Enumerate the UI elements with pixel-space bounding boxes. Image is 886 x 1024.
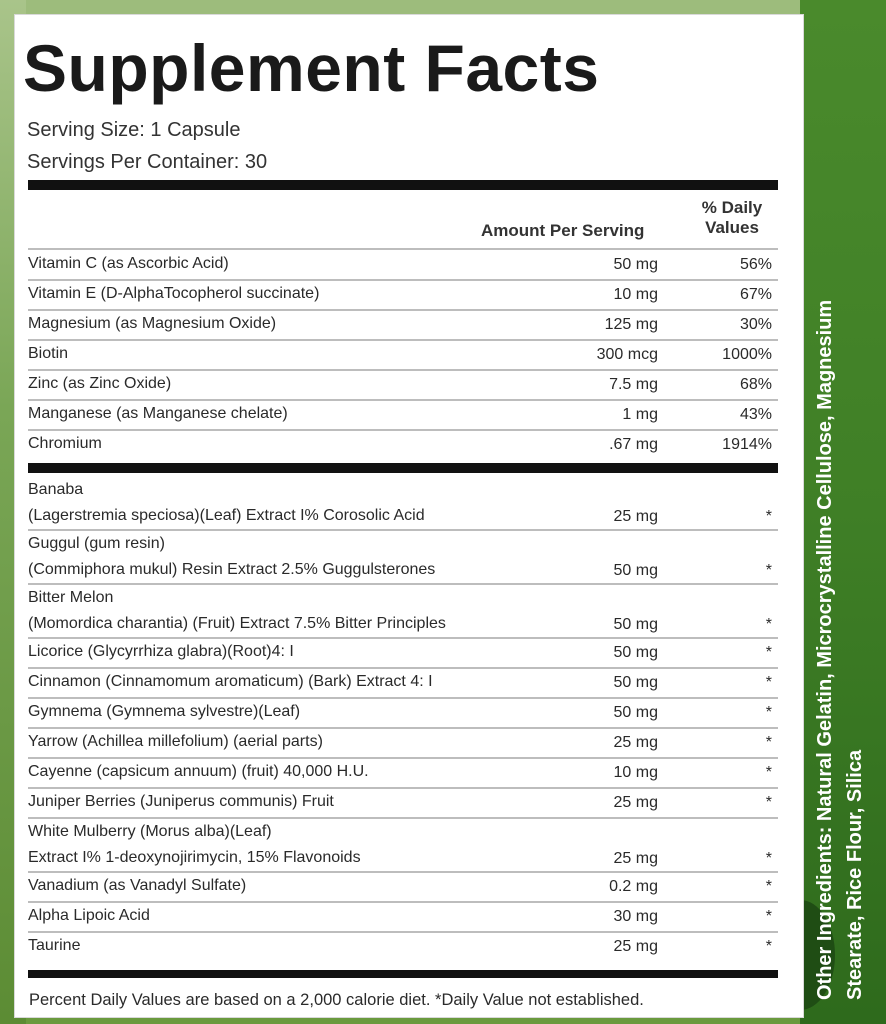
nutrient-row bbox=[28, 937, 778, 959]
nutrient-row bbox=[28, 535, 778, 585]
other-ingredients-line2: Stearate, Rice Flour, Silica bbox=[844, 749, 866, 1000]
nutrient-name: Bitter Melon bbox=[28, 589, 114, 606]
row-divider bbox=[28, 369, 778, 371]
row-divider bbox=[28, 871, 778, 873]
background-top bbox=[0, 0, 886, 14]
nutrient-daily-value: 1914% bbox=[722, 436, 772, 453]
nutrient-name: Yarrow (Achillea millefolium) (aerial parts) bbox=[28, 733, 323, 750]
nutrient-row bbox=[28, 877, 778, 899]
other-ingredients-text1: Natural Gelatin, Microcrystalline Cellulose, Magnesium bbox=[814, 299, 836, 822]
other-ingredients bbox=[810, 100, 870, 1000]
nutrient-daily-value: * bbox=[765, 508, 772, 525]
supplement-facts-panel bbox=[14, 14, 804, 1018]
daily-values-header bbox=[687, 198, 777, 238]
row-divider bbox=[28, 817, 778, 819]
row-divider bbox=[28, 429, 778, 431]
row-divider bbox=[28, 529, 778, 531]
nutrient-row bbox=[28, 481, 778, 531]
other-ingredients-label: Other Ingredients: bbox=[814, 826, 836, 1000]
nutrient-row bbox=[28, 405, 778, 427]
nutrient-daily-value: 67% bbox=[739, 286, 772, 303]
nutrient-row bbox=[28, 285, 778, 307]
nutrient-name-detail: (Commiphora mukul) Resin Extract 2.5% Guggulsterones bbox=[28, 561, 436, 578]
nutrient-amount: 25 mg bbox=[613, 734, 658, 751]
nutrient-amount: 25 mg bbox=[613, 850, 658, 867]
nutrient-daily-value: 68% bbox=[739, 376, 772, 393]
nutrient-amount: 10 mg bbox=[613, 764, 658, 781]
nutrient-name: White Mulberry (Morus alba)(Leaf) bbox=[28, 823, 272, 840]
nutrient-daily-value: * bbox=[765, 616, 772, 633]
nutrient-name: Licorice (Glycyrrhiza glabra)(Root)4: I bbox=[28, 643, 294, 660]
row-divider bbox=[28, 787, 778, 789]
nutrient-row bbox=[28, 643, 778, 665]
row-divider bbox=[28, 583, 778, 585]
nutrient-daily-value: * bbox=[765, 704, 772, 721]
nutrient-name: Biotin bbox=[28, 345, 69, 362]
nutrient-name: Magnesium (as Magnesium Oxide) bbox=[28, 315, 277, 332]
nutrient-row bbox=[28, 823, 778, 873]
nutrient-name: Vitamin E (D-AlphaTocopherol succinate) bbox=[28, 285, 320, 302]
nutrient-name: Juniper Berries (Juniperus communis) Fruit bbox=[28, 793, 334, 810]
nutrient-daily-value: 56% bbox=[739, 256, 772, 273]
daily-values-header-line1: % Daily bbox=[701, 198, 763, 217]
nutrient-name: Cayenne (capsicum annuum) (fruit) 40,000 H.U. bbox=[28, 763, 369, 780]
nutrient-row bbox=[28, 733, 778, 755]
nutrient-daily-value: 1000% bbox=[722, 346, 772, 363]
nutrient-daily-value: * bbox=[765, 644, 772, 661]
nutrient-amount: 50 mg bbox=[613, 616, 658, 633]
nutrient-amount: 7.5 mg bbox=[609, 376, 658, 393]
nutrient-daily-value: * bbox=[765, 674, 772, 691]
nutrient-row bbox=[28, 255, 778, 277]
nutrient-row bbox=[28, 345, 778, 367]
amount-per-serving-header: Amount Per Serving bbox=[481, 221, 645, 240]
nutrient-amount: 30 mg bbox=[613, 908, 658, 925]
nutrient-name: Vitamin C (as Ascorbic Acid) bbox=[28, 255, 229, 272]
nutrient-amount: 25 mg bbox=[613, 508, 658, 525]
nutrient-name: Chromium bbox=[28, 435, 102, 452]
nutrient-amount: 1 mg bbox=[622, 406, 658, 423]
nutrient-row bbox=[28, 703, 778, 725]
nutrient-name-detail: (Momordica charantia) (Fruit) Extract 7.5% Bitter Principles bbox=[28, 615, 446, 632]
row-divider bbox=[28, 697, 778, 699]
nutrient-daily-value: * bbox=[765, 562, 772, 579]
nutrient-amount: 50 mg bbox=[613, 674, 658, 691]
thick-rule-middle bbox=[28, 463, 778, 473]
row-divider bbox=[28, 757, 778, 759]
nutrient-daily-value: * bbox=[765, 734, 772, 751]
daily-value-footnote: Percent Daily Values are based on a 2,000 calorie diet. *Daily Value not established. bbox=[29, 991, 644, 1009]
nutrient-daily-value: 43% bbox=[739, 406, 772, 423]
panel-title: Supplement Facts bbox=[23, 31, 600, 105]
row-divider bbox=[28, 279, 778, 281]
row-divider bbox=[28, 667, 778, 669]
row-divider bbox=[28, 248, 778, 250]
row-divider bbox=[28, 399, 778, 401]
nutrient-amount: 125 mg bbox=[604, 316, 658, 333]
row-divider bbox=[28, 637, 778, 639]
nutrient-row bbox=[28, 375, 778, 397]
nutrient-amount: 50 mg bbox=[613, 704, 658, 721]
nutrient-name: Banaba bbox=[28, 481, 84, 498]
nutrient-amount: 25 mg bbox=[613, 794, 658, 811]
thick-rule-top bbox=[28, 180, 778, 190]
thick-rule-bottom bbox=[28, 970, 778, 978]
nutrient-row bbox=[28, 793, 778, 815]
row-divider bbox=[28, 339, 778, 341]
nutrient-daily-value: * bbox=[765, 878, 772, 895]
nutrient-name: Gymnema (Gymnema sylvestre)(Leaf) bbox=[28, 703, 301, 720]
nutrient-name: Zinc (as Zinc Oxide) bbox=[28, 375, 172, 392]
nutrient-amount: 50 mg bbox=[613, 256, 658, 273]
nutrient-name: Alpha Lipoic Acid bbox=[28, 907, 150, 924]
serving-size: Serving Size: 1 Capsule bbox=[27, 119, 241, 141]
nutrient-name: Cinnamon (Cinnamomum aromaticum) (Bark) Extract 4: I bbox=[28, 673, 433, 690]
nutrient-name: Manganese (as Manganese chelate) bbox=[28, 405, 288, 422]
row-divider bbox=[28, 901, 778, 903]
nutrient-name: Taurine bbox=[28, 937, 81, 954]
other-ingredients-line1 bbox=[810, 100, 840, 1000]
nutrient-amount: 50 mg bbox=[613, 562, 658, 579]
nutrient-name-detail: (Lagerstremia speciosa)(Leaf) Extract I% Corosolic Acid bbox=[28, 507, 425, 524]
nutrient-row bbox=[28, 315, 778, 337]
nutrient-name-detail: Extract I% 1-deoxynojirimycin, 15% Flavonoids bbox=[28, 849, 361, 866]
row-divider bbox=[28, 309, 778, 311]
nutrient-row bbox=[28, 763, 778, 785]
nutrient-row bbox=[28, 589, 778, 639]
nutrient-row bbox=[28, 673, 778, 695]
nutrient-daily-value: * bbox=[765, 938, 772, 955]
nutrient-name: Vanadium (as Vanadyl Sulfate) bbox=[28, 877, 247, 894]
servings-per-container: Servings Per Container: 30 bbox=[27, 151, 268, 173]
row-divider bbox=[28, 931, 778, 933]
nutrient-amount: 10 mg bbox=[613, 286, 658, 303]
nutrient-amount: 300 mcg bbox=[596, 346, 658, 363]
nutrient-amount: 50 mg bbox=[613, 644, 658, 661]
nutrient-amount: 25 mg bbox=[613, 938, 658, 955]
nutrient-row bbox=[28, 435, 778, 457]
nutrient-daily-value: * bbox=[765, 794, 772, 811]
nutrient-daily-value: * bbox=[765, 850, 772, 867]
nutrient-daily-value: 30% bbox=[739, 316, 772, 333]
nutrient-amount: .67 mg bbox=[609, 436, 658, 453]
daily-values-header-line2: Values bbox=[705, 218, 759, 237]
nutrient-daily-value: * bbox=[765, 764, 772, 781]
nutrient-name: Guggul (gum resin) bbox=[28, 535, 165, 552]
row-divider bbox=[28, 727, 778, 729]
nutrient-amount: 0.2 mg bbox=[609, 878, 658, 895]
nutrient-row bbox=[28, 907, 778, 929]
nutrient-daily-value: * bbox=[765, 908, 772, 925]
